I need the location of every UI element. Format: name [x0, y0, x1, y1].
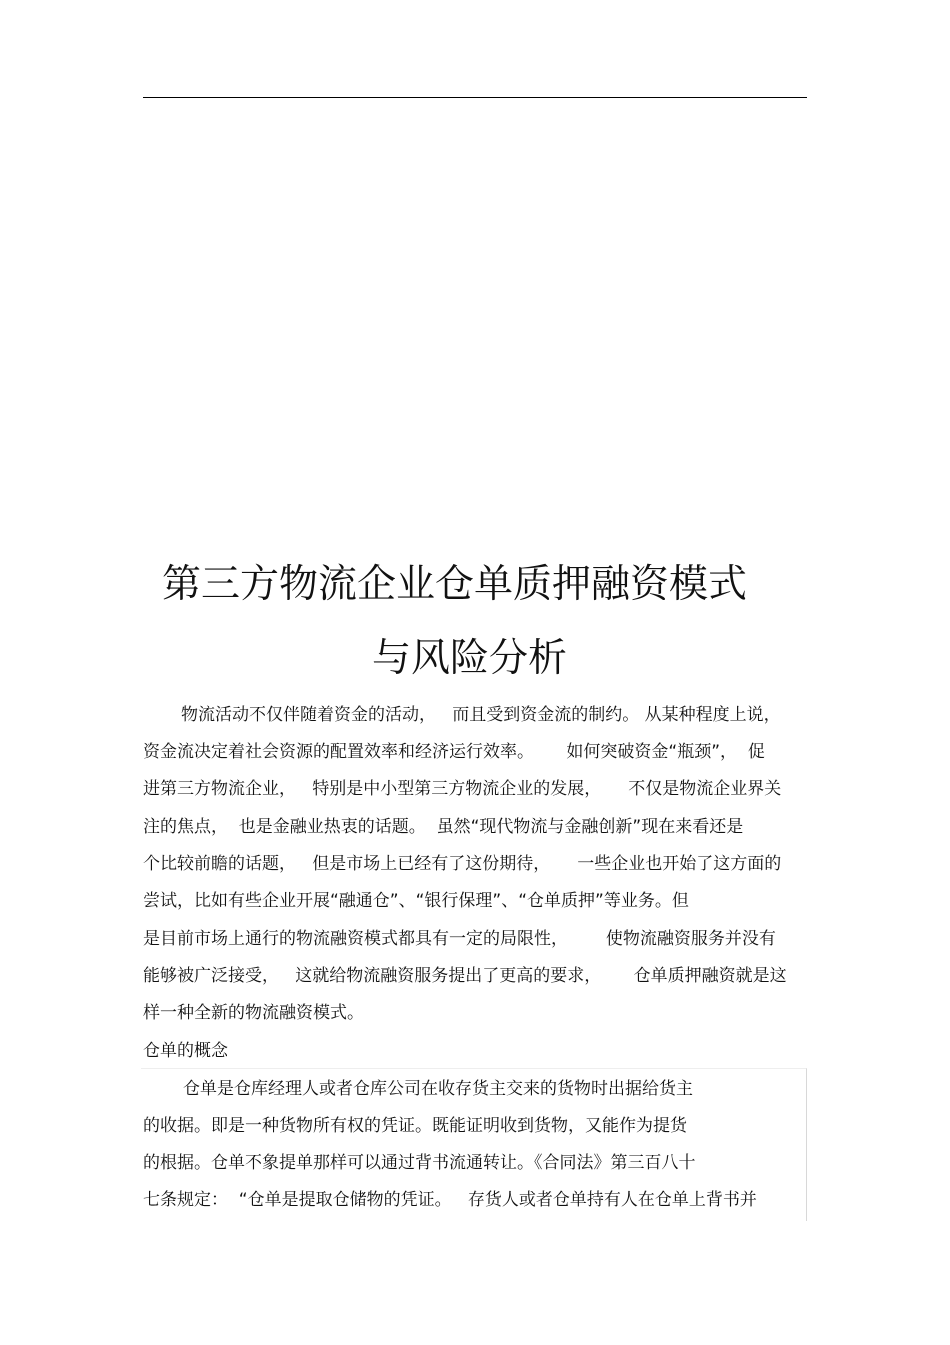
paragraph-line: 资金流决定着社会资源的配置效率和经济运行效率。 如何突破资金“瓶颈”， 促 [143, 742, 765, 762]
paragraph-line: 是目前市场上通行的物流融资模式都具有一定的局限性， 使物流融资服务并没有 [143, 929, 776, 949]
section-heading: 仓单的概念 [143, 1041, 228, 1061]
paragraph-line: 尝试，比如有些企业开展“融通仓”、“银行保理”、“仓单质押”等业务。但 [143, 891, 689, 911]
paragraph-line: 的收据。即是一种货物所有权的凭证。既能证明收到货物，又能作为提货 [143, 1116, 687, 1136]
paragraph-line: 样一种全新的物流融资模式。 [143, 1003, 364, 1023]
paragraph-line: 物流活动不仅伴随着资金的活动， 而且受到资金流的制约。 从某种程度上说， [181, 705, 781, 725]
paragraph-line: 能够被广泛接受， 这就给物流融资服务提出了更高的要求， 仓单质押融资就是这 [143, 966, 787, 986]
paragraph-line: 个比较前瞻的话题， 但是市场上已经有了这份期待， 一些企业也开始了这方面的 [143, 854, 782, 874]
paragraph-line: 的根据。仓单不象提单那样可以通过背书流通转让。《合同法》第三百八十 [143, 1153, 696, 1173]
paragraph-line: 七条规定： “仓单是提取仓储物的凭证。 存货人或者仓单持有人在仓单上背书并 [143, 1190, 757, 1210]
document-title-line-1: 第三方物流企业仓单质押融资模式 [162, 562, 748, 607]
document-title-line-2: 与风险分析 [372, 636, 568, 681]
paragraph-line: 注的焦点， 也是金融业热衷的话题。 虽然“现代物流与金融创新”现在来看还是 [143, 817, 744, 837]
paragraph-line: 进第三方物流企业， 特别是中小型第三方物流企业的发展， 不仅是物流企业界关 [143, 779, 782, 799]
header-rule [143, 97, 807, 98]
paragraph-line: 仓单是仓库经理人或者仓库公司在收存货主交来的货物时出据给货主 [183, 1079, 693, 1099]
